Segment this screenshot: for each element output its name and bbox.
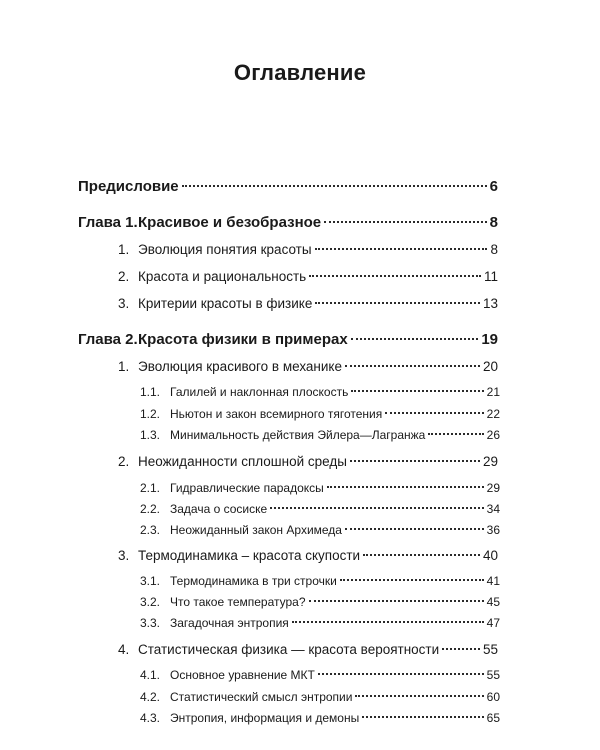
toc-entry-number: 2.3. [140, 523, 161, 537]
page-title: Оглавление [233, 60, 367, 85]
toc-entry-number: 1.2. [140, 407, 161, 421]
toc-entry-title: Эволюция красивого в механике [138, 359, 342, 374]
toc-entry-title: Эволюция понятия красоты [138, 242, 312, 257]
toc-entry-title: Статистическая физика — красота вероятности [138, 642, 440, 657]
dot-leader [442, 648, 480, 650]
toc-entry[interactable] [140, 687, 500, 707]
toc-entry-page: 21 [486, 385, 500, 399]
toc-entry-page: 34 [486, 502, 500, 516]
toc-entry-page: 13 [482, 296, 498, 311]
toc-entry-number: 4.3. [140, 711, 161, 725]
toc-entry-title: Красота и рациональность [138, 269, 307, 284]
toc-entry-number: 1.3. [140, 428, 161, 442]
toc-entry-number: 2.2. [140, 502, 161, 516]
toc-entry[interactable] [140, 665, 500, 685]
toc-entry-page: 36 [486, 523, 500, 537]
dot-leader [270, 507, 483, 509]
toc-entry-page: 22 [486, 407, 500, 421]
toc-entry-number: Глава 2. [78, 331, 138, 348]
toc-entry-page: 55 [482, 642, 498, 657]
toc-entry-title: Неожиданный закон Архимеда [170, 523, 342, 537]
dot-leader [182, 185, 487, 187]
toc-entry-title: Галилей и наклонная плоскость [170, 385, 349, 399]
toc-entry[interactable] [118, 294, 498, 314]
toc-entry-title: Термодинамика – красота скупости [138, 548, 361, 563]
toc-entry-page: 45 [486, 595, 500, 609]
dot-leader [355, 695, 483, 697]
toc-entry-title: Энтропия, информация и демоны [170, 711, 360, 725]
toc-entry-number: 4. [118, 642, 130, 657]
dot-leader [351, 338, 479, 340]
toc-entry-page: 11 [483, 269, 498, 284]
dot-leader [324, 221, 487, 223]
dot-leader [351, 390, 483, 392]
toc-entry-page: 26 [486, 428, 500, 442]
toc-entry-number: 3.2. [140, 595, 161, 609]
toc-entry-title: Термодинамика в три строчки [170, 574, 337, 588]
toc-entry[interactable] [118, 357, 498, 377]
toc-entry-page: 8 [490, 242, 498, 257]
toc-entry[interactable] [140, 425, 500, 445]
toc-entry-number: 2. [118, 269, 130, 284]
toc-entry-title: Гидравлические парадоксы [170, 481, 324, 495]
toc-entry-title: Статистический смысл энтропии [170, 690, 353, 704]
toc-entry-page: 20 [482, 359, 498, 374]
toc-entry-title: Задача о сосиске [170, 502, 268, 516]
toc-entry[interactable] [118, 267, 498, 287]
toc-entry-number: 4.2. [140, 690, 161, 704]
dot-leader [327, 486, 484, 488]
toc-entry-title: Минимальность действия Эйлера—Лагранжа [170, 428, 426, 442]
toc-entry-number: 3. [118, 296, 130, 311]
toc-entry[interactable] [140, 571, 500, 591]
toc-entry-title: Красивое и безобразное [138, 214, 322, 231]
toc-entry-number: Глава 1. [78, 214, 138, 231]
toc-entry-page: 60 [486, 690, 500, 704]
toc-entry[interactable] [140, 708, 500, 728]
toc-entry[interactable] [140, 520, 500, 540]
toc-entry-page: 65 [486, 711, 500, 725]
toc-entry[interactable] [118, 240, 498, 260]
toc-entry-number: 3. [118, 548, 130, 563]
dot-leader [309, 600, 484, 602]
toc-entry[interactable] [140, 592, 500, 612]
dot-leader [345, 365, 480, 367]
toc-entry-title: Предисловие [78, 178, 179, 195]
dot-leader [315, 302, 480, 304]
toc-entry[interactable] [78, 177, 498, 197]
toc-entry[interactable] [140, 613, 500, 633]
toc-entry[interactable] [118, 640, 498, 660]
toc-entry-page: 47 [486, 616, 500, 630]
dot-leader [309, 275, 481, 277]
toc-entry-number: 1. [118, 359, 130, 374]
toc-entry-page: 41 [486, 574, 500, 588]
toc-entry-title: Критерии красоты в физике [138, 296, 313, 311]
toc-entry-title: Что такое температура? [170, 595, 306, 609]
toc-entry[interactable] [140, 499, 500, 519]
toc-entry-number: 1. [118, 242, 130, 257]
dot-leader [362, 716, 483, 718]
toc-entry-page: 55 [486, 668, 500, 682]
toc-entry-number: 1.1. [140, 385, 161, 399]
toc-entry-page: 29 [486, 481, 500, 495]
toc-entry[interactable] [78, 213, 498, 233]
dot-leader [363, 554, 480, 556]
toc-entry-page: 19 [481, 331, 498, 348]
toc-entry-page: 40 [482, 548, 498, 563]
dot-leader [350, 460, 480, 462]
dot-leader [428, 433, 483, 435]
toc-entry[interactable] [140, 478, 500, 498]
toc-entry-number: 2. [118, 454, 130, 469]
toc-entry-number: 3.3. [140, 616, 161, 630]
dot-leader [385, 412, 483, 414]
toc-entry[interactable] [140, 404, 500, 424]
toc-entry-number: 2.1. [140, 481, 161, 495]
toc-entry-title: Неожиданности сплошной среды [138, 454, 347, 469]
toc-entry-page: 6 [489, 178, 498, 195]
toc-entry-title: Основное уравнение МКТ [170, 668, 315, 682]
dot-leader [318, 673, 484, 675]
toc-entry-title: Красота физики в примерах [138, 331, 348, 348]
dot-leader [340, 579, 484, 581]
toc-entry[interactable] [118, 452, 498, 472]
toc-entry[interactable] [140, 382, 500, 402]
toc-entry-title: Ньютон и закон всемирного тяготения [170, 407, 383, 421]
toc-entry-page: 8 [489, 214, 498, 231]
dot-leader [345, 528, 484, 530]
toc-entry[interactable] [118, 546, 498, 566]
dot-leader [315, 248, 488, 250]
toc-entry[interactable] [78, 330, 498, 350]
toc-entry-title: Загадочная энтропия [170, 616, 289, 630]
toc-entry-page: 29 [482, 454, 498, 469]
dot-leader [292, 621, 484, 623]
toc-entry-number: 4.1. [140, 668, 161, 682]
toc-entry-number: 3.1. [140, 574, 161, 588]
